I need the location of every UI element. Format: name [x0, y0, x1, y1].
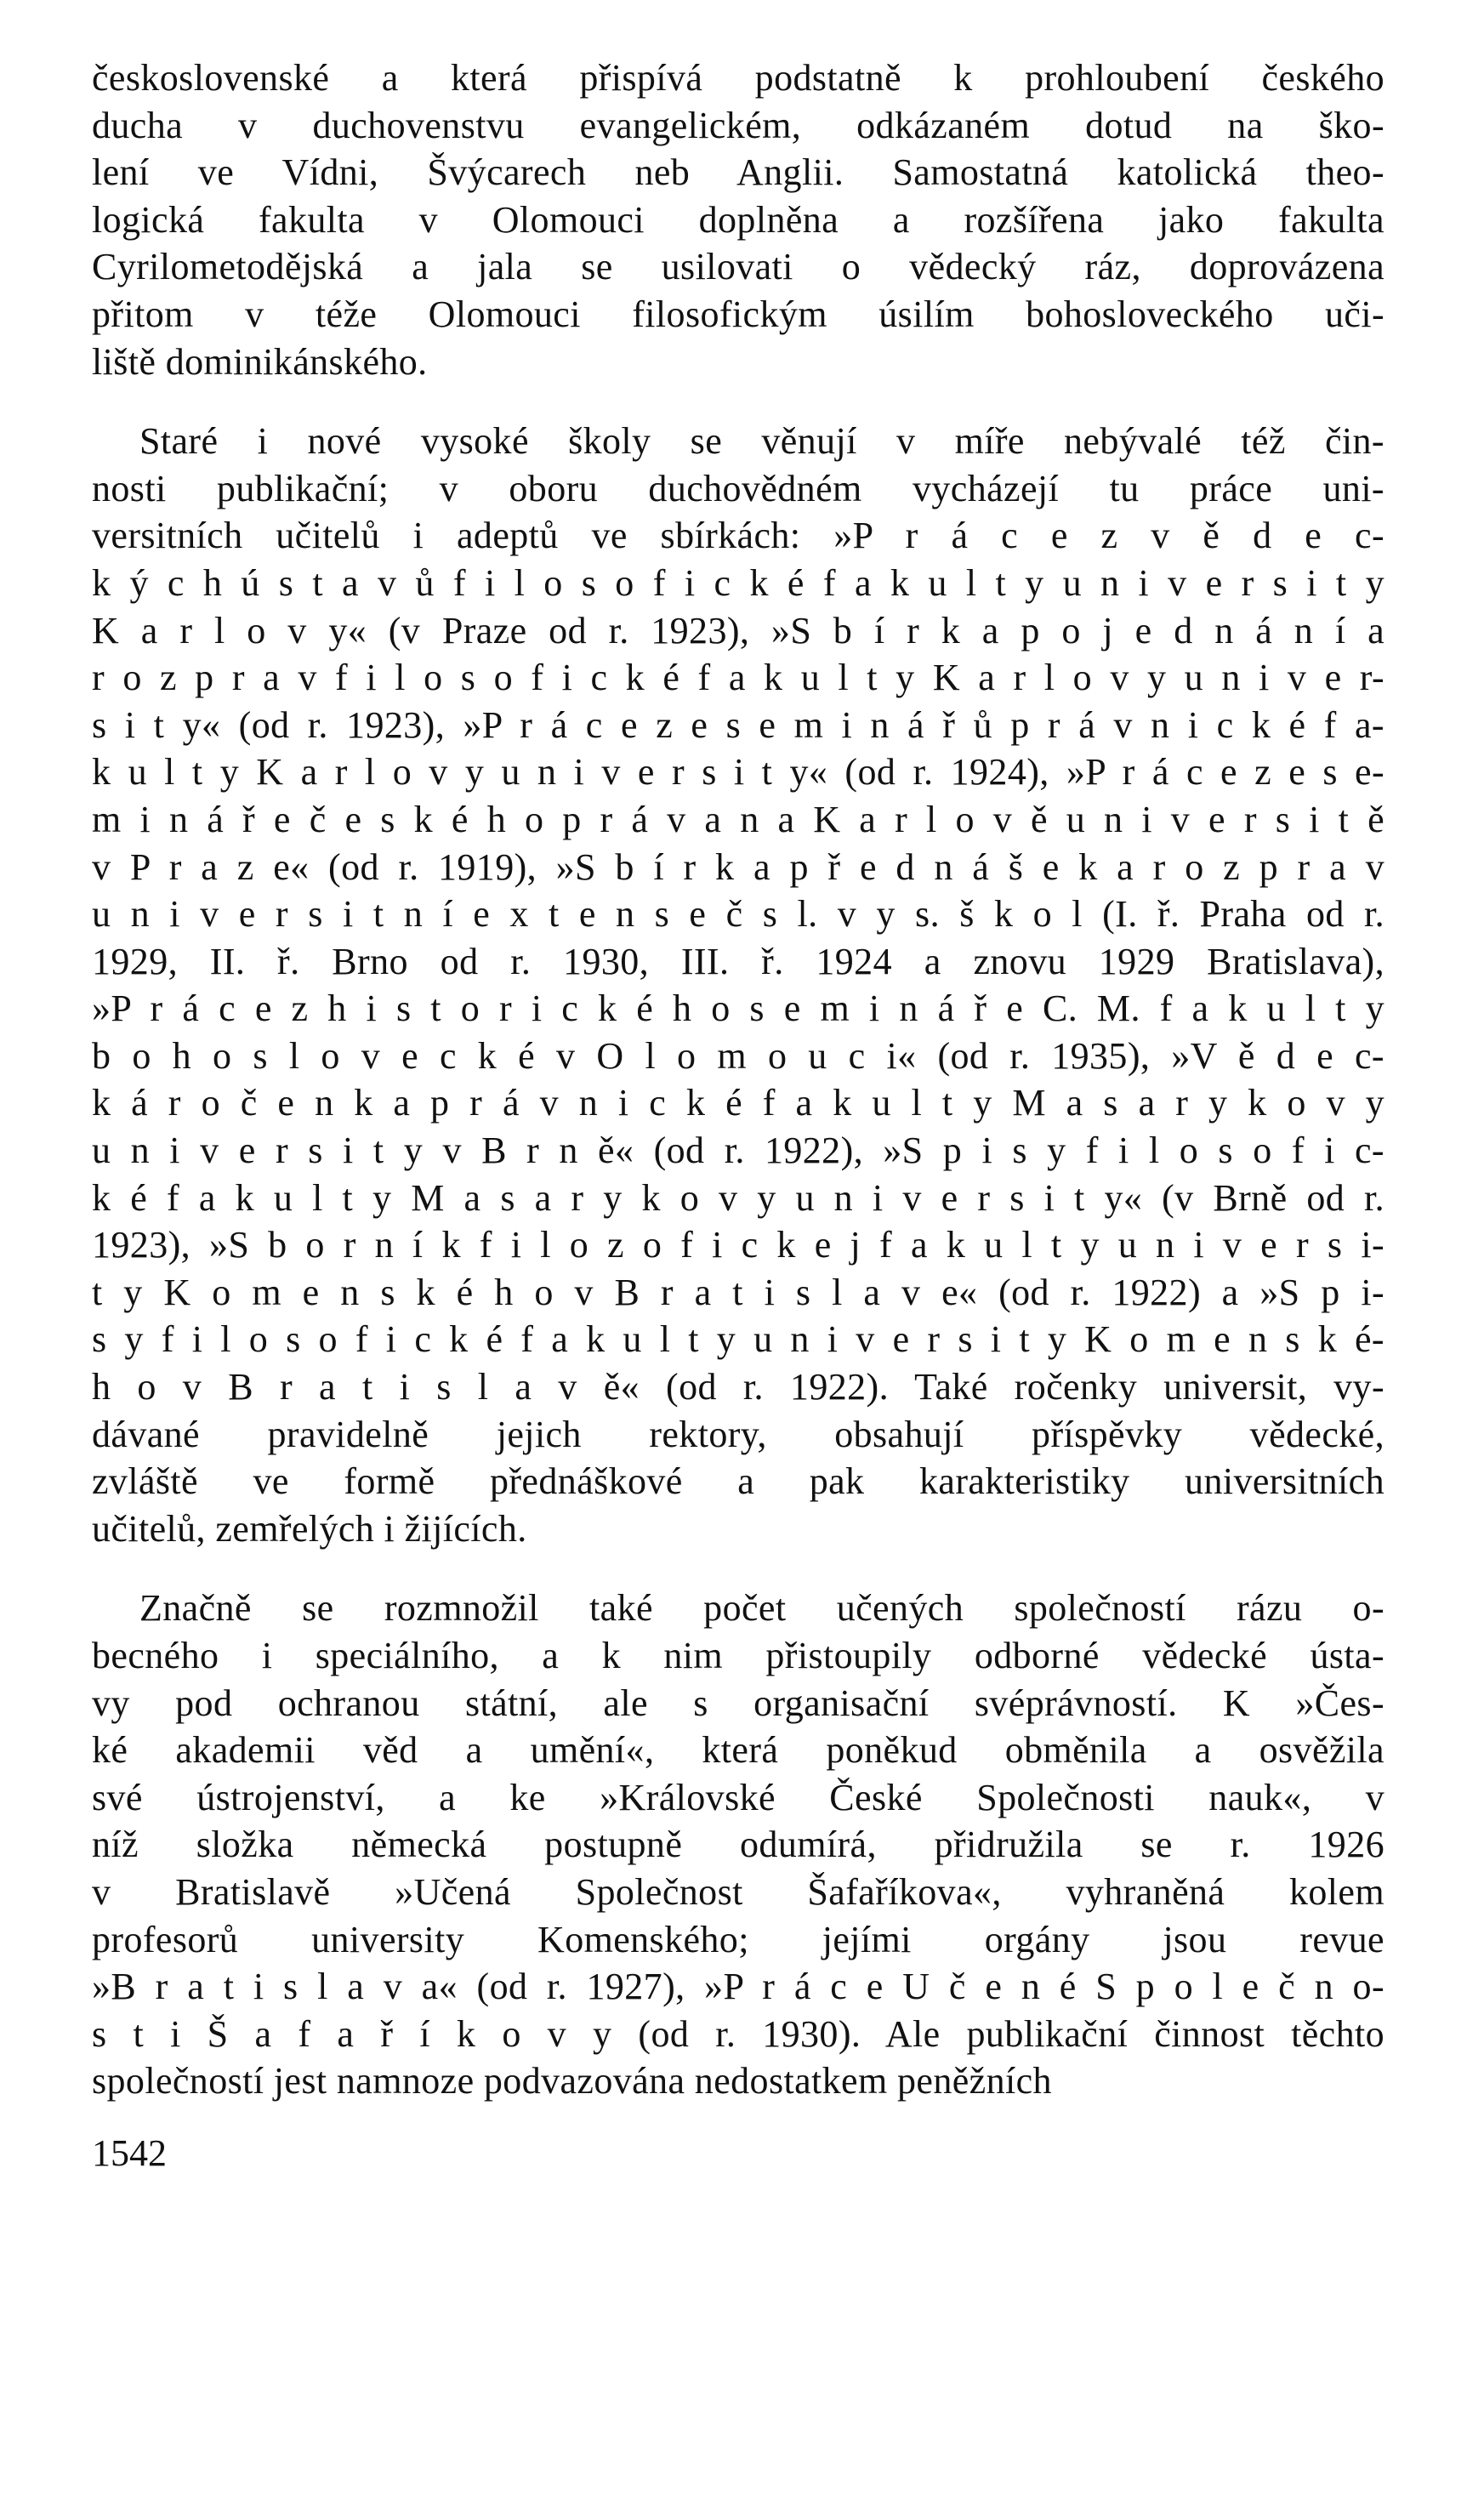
text-line: becného i speciálního, a k nim přistoupily odborné vědecké ústa-: [92, 1635, 1384, 1676]
text-line: k á r o č e n k a p r á v n i c k é f a k u l t y M a s a r y k o v y: [92, 1082, 1384, 1124]
text-line: versitních učitelů i adeptů ve sbírkách: »P r á c e z v ě d e c-: [92, 515, 1384, 557]
text-line: »P r á c e z h i s t o r i c k é h o s e m i n á ř e C. M. f a k u l t y: [92, 987, 1384, 1030]
text-line: zvláště ve formě přednáškové a pak karakteristiky universitních: [92, 1460, 1384, 1503]
text-line: K a r l o v y« (v Praze od r. 1923), »S b í r k a p o j e d n á n í a: [92, 609, 1384, 652]
page-number: 1542: [92, 2132, 167, 2174]
text-line: s t i Š a f a ř í k o v y (od r. 1930). Ale publikační činnost těchto: [92, 2012, 1384, 2055]
text-line: lení ve Vídni, Švýcarech neb Anglii. Samostatná katolická theo-: [92, 151, 1384, 194]
text-line: své ústrojenství, a ke »Královské České Společnosti nauk«, v: [92, 1776, 1384, 1818]
text-line: profesorů university Komenského; jejími orgány jsou revue: [92, 1918, 1384, 1960]
text-line: Značně se rozmnožil také počet učených společností rázu o-: [139, 1587, 1384, 1630]
paragraph: [92, 418, 1384, 1552]
text-line: liště dominikánského.: [92, 340, 428, 383]
text-line: t y K o m e n s k é h o v B r a t i s l a v e« (od r. 1922) a »S p i-: [92, 1271, 1384, 1313]
text-line: v P r a z e« (od r. 1919), »S b í r k a p ř e d n á š e k a r o z p r a v: [92, 845, 1384, 888]
text-line: s y f i l o s o f i c k é f a k u l t y u n i v e r s i t y K o m e n s k é-: [92, 1318, 1384, 1361]
text-line: u n i v e r s i t y v B r n ě« (od r. 1922), »S p i s y f i l o s o f i c-: [92, 1129, 1384, 1172]
paragraph: [92, 1585, 1384, 2105]
text-line: v Bratislavě »Učená Společnost Šafaříkova«, vyhraněná kolem: [92, 1870, 1384, 1913]
text-line: k u l t y K a r l o v y u n i v e r s i t y« (od r. 1924), »P r á c e z e s e-: [92, 751, 1384, 794]
text-line: československé a která přispívá podstatně k prohloubení českého: [92, 57, 1384, 99]
text-line: ducha v duchovenstvu evangelickém, odkázaném dotud na ško-: [92, 104, 1384, 146]
paragraph-gap: [92, 385, 1384, 418]
text-line: Staré i nové vysoké školy se věnují v míře nebývalé též čin-: [139, 420, 1384, 463]
text-line: učitelů, zemřelých i žijících.: [92, 1507, 527, 1550]
text-line: s i t y« (od r. 1923), »P r á c e z e s e m i n á ř ů p r á v n i c k é f a-: [92, 703, 1384, 746]
text-line: ké akademii věd a umění«, která poněkud obměnila a osvěžila: [92, 1729, 1384, 1772]
text-line: 1929, II. ř. Brno od r. 1930, III. ř. 1924 a znovu 1929 Bratislava),: [92, 940, 1384, 982]
text-line: nosti publikační; v oboru duchovědném vycházejí tu práce uni-: [92, 467, 1384, 509]
text-line: níž složka německá postupně odumírá, přidružila se r. 1926: [92, 1824, 1384, 1866]
text-line: k é f a k u l t y M a s a r y k o v y u n i v e r s i t y« (v Brně od r.: [92, 1176, 1384, 1219]
text-line: b o h o s l o v e c k é v O l o m o u c i« (od r. 1935), »V ě d e c-: [92, 1034, 1384, 1077]
body-text: [92, 54, 1384, 2105]
text-line: h o v B r a t i s l a v ě« (od r. 1922). Také ročenky universit, vy-: [92, 1366, 1384, 1408]
text-line: dávané pravidelně jejich rektory, obsahují příspěvky vědecké,: [92, 1413, 1384, 1455]
text-line: Cyrilometodějská a jala se usilovati o vědecký ráz, doprovázena: [92, 246, 1384, 288]
text-line: 1923), »S b o r n í k f i l o z o f i c k e j f a k u l t y u n i v e r s i-: [92, 1224, 1384, 1266]
paragraph: [92, 54, 1384, 385]
text-line: společností jest namnoze podvazována nedostatkem peněžních: [92, 2060, 1052, 2102]
text-line: logická fakulta v Olomouci doplněna a rozšířena jako fakulta: [92, 198, 1384, 241]
text-line: u n i v e r s i t n í e x t e n s e č s l. v y s. š k o l (I. ř. Praha od r.: [92, 893, 1384, 936]
text-line: r o z p r a v f i l o s o f i c k é f a k u l t y K a r l o v y u n i v e r-: [92, 657, 1384, 699]
text-line: k ý c h ú s t a v ů f i l o s o f i c k é f a k u l t y u n i v e r s i t y: [92, 561, 1384, 604]
text-line: přitom v téže Olomouci filosofickým úsilím bohosloveckého uči-: [92, 293, 1384, 335]
text-line: vy pod ochranou státní, ale s organisační svéprávností. K »Čes-: [92, 1681, 1384, 1724]
text-line: m i n á ř e č e s k é h o p r á v a n a K a r l o v ě u n i v e r s i t ě: [92, 798, 1384, 840]
paragraph-gap: [92, 1552, 1384, 1585]
text-line: »B r a t i s l a v a« (od r. 1927), »P r á c e U č e n é S p o l e č n o-: [92, 1966, 1384, 2008]
